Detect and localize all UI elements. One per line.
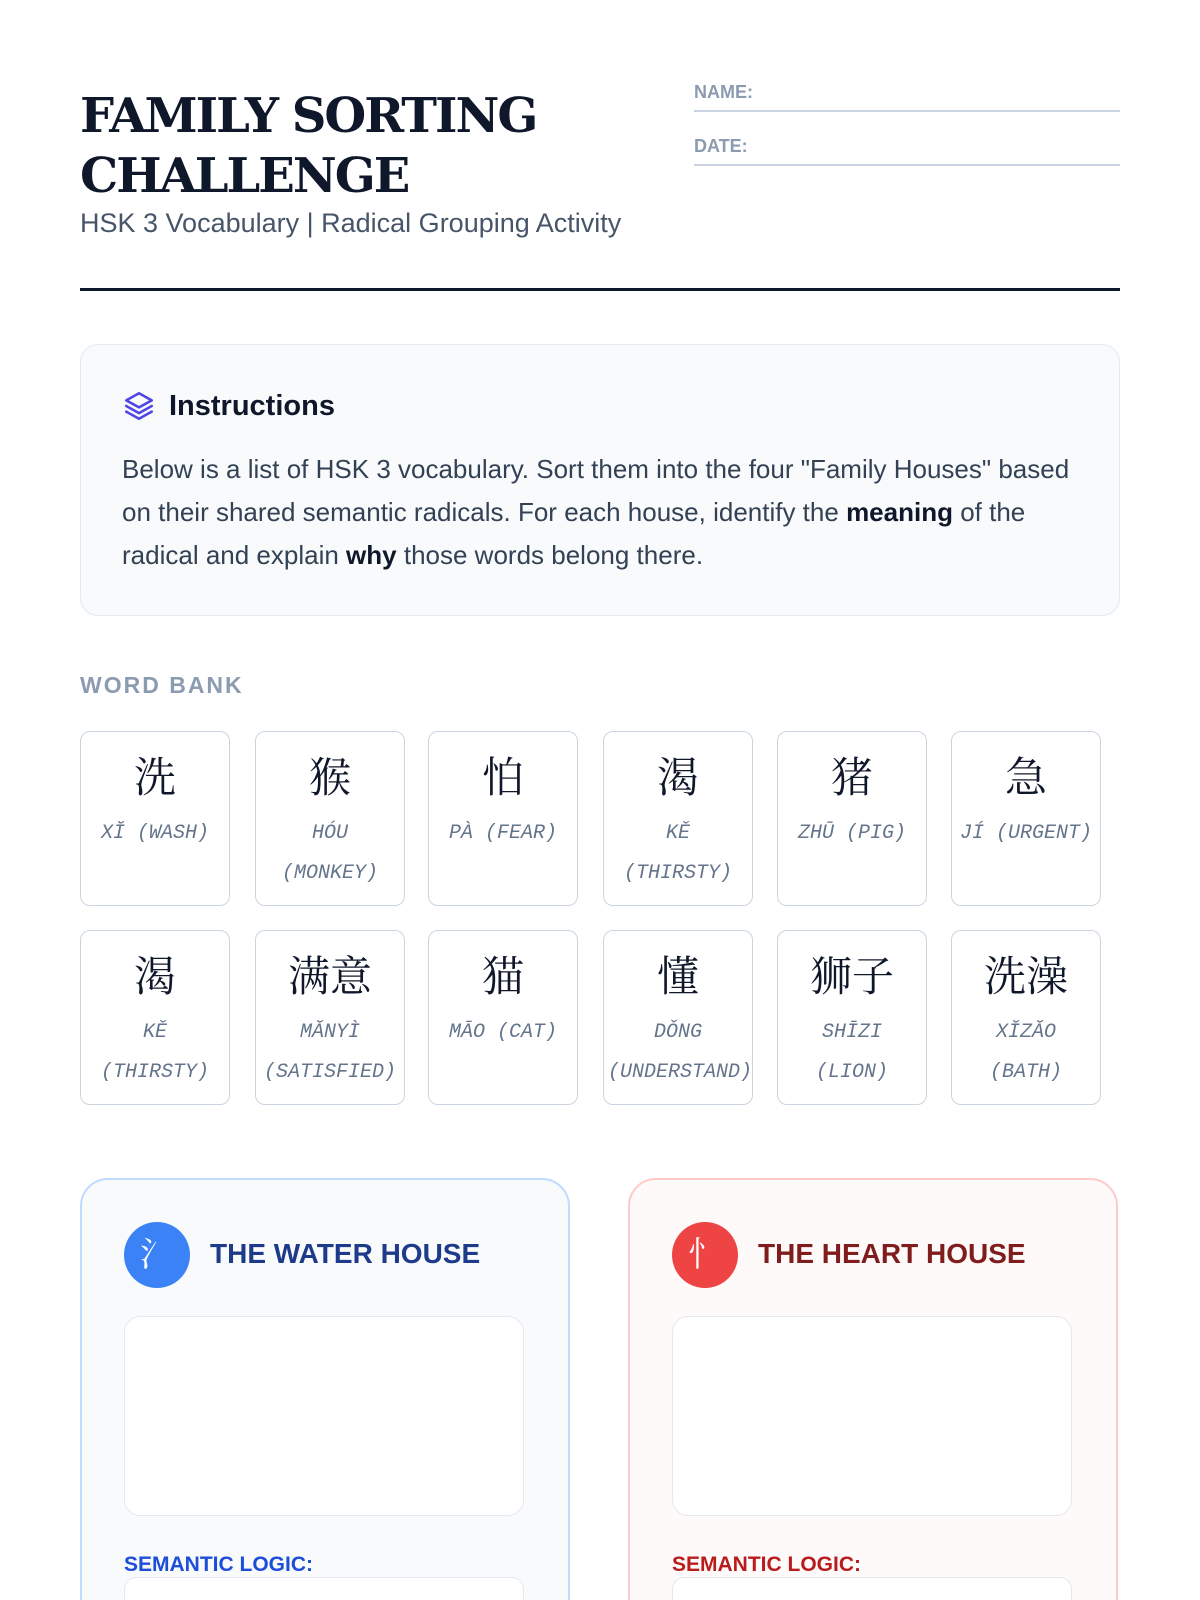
instructions-heading	[122, 389, 335, 423]
word-pinyin-gloss: XĬ (WASH)	[100, 822, 210, 845]
word-hanzi: 渴	[656, 753, 699, 802]
page-title: FAMILY SORTING CHALLENGE	[80, 88, 537, 204]
instructions-text-part: of the radical and explain	[122, 497, 1026, 570]
word-card[interactable]	[951, 731, 1101, 906]
word-card[interactable]	[80, 731, 230, 906]
word-hanzi: 猪	[830, 753, 873, 802]
word-card[interactable]	[80, 930, 230, 1105]
water-house-drop-zone[interactable]	[124, 1316, 524, 1516]
word-hanzi: 急	[1004, 753, 1047, 802]
word-card[interactable]	[777, 731, 927, 906]
word-hanzi: 洗澡	[983, 952, 1068, 1001]
word-hanzi: 洗	[133, 753, 176, 802]
instructions-text-part: those words belong there.	[396, 540, 704, 570]
worksheet-page	[80, 0, 1120, 1600]
word-card[interactable]	[951, 930, 1101, 1105]
word-pinyin-gloss: KĚ (THIRSTY)	[100, 1021, 210, 1084]
date-label: DATE:	[694, 136, 748, 156]
word-pinyin-gloss: MĀO (CAT)	[448, 1021, 558, 1044]
word-pinyin-gloss: KĚ (THIRSTY)	[623, 822, 733, 885]
heart-house-drop-zone[interactable]	[672, 1316, 1072, 1516]
word-card[interactable]	[777, 930, 927, 1105]
word-card[interactable]	[428, 930, 578, 1105]
instructions-emphasis-meaning: meaning	[846, 497, 953, 527]
word-hanzi: 猫	[481, 952, 524, 1001]
name-label: NAME:	[694, 82, 753, 102]
page-subtitle: HSK 3 Vocabulary | Radical Grouping Activity	[80, 208, 622, 238]
heart-radical-badge: 忄	[672, 1222, 738, 1288]
heart-house-title: THE HEART HOUSE	[758, 1238, 1026, 1269]
word-card[interactable]	[428, 731, 578, 906]
instructions-text-part: Below is a list of HSK 3 vocabulary. Sort them into the four "Family Houses" based on their shared semantic radicals. For each house, identify the	[122, 454, 1070, 527]
word-pinyin-gloss: JÍ (URGENT)	[959, 822, 1093, 845]
instructions-panel	[80, 344, 1120, 616]
word-card[interactable]	[603, 731, 753, 906]
instructions-title: Instructions	[169, 389, 335, 422]
word-card[interactable]	[603, 930, 753, 1105]
water-radical-badge: 氵	[124, 1222, 190, 1288]
word-pinyin-gloss: MĂNYÌ (SATISFIED)	[263, 1021, 397, 1084]
word-pinyin-gloss: PÀ (FEAR)	[448, 822, 558, 845]
worksheet-header	[80, 80, 1120, 290]
word-card[interactable]	[255, 930, 405, 1105]
instructions-text	[122, 448, 1082, 577]
word-hanzi: 懂	[656, 952, 699, 1001]
word-hanzi: 满意	[287, 952, 372, 1001]
header-divider	[80, 288, 1120, 291]
heart-semantic-logic-label: SEMANTIC LOGIC:	[672, 1553, 861, 1576]
name-field[interactable]	[694, 80, 1120, 112]
heart-house-card	[628, 1178, 1118, 1600]
heart-semantic-logic-input[interactable]	[672, 1577, 1072, 1600]
word-pinyin-gloss: DǑNG (UNDERSTAND)	[608, 1021, 753, 1084]
water-semantic-logic-label: SEMANTIC LOGIC:	[124, 1553, 313, 1576]
word-hanzi: 狮子	[809, 952, 894, 1001]
word-pinyin-gloss: SHĪZI (LION)	[815, 1021, 888, 1084]
instructions-emphasis-why: why	[346, 540, 397, 570]
word-hanzi: 怕	[481, 753, 524, 802]
word-pinyin-gloss: ZHŪ (PIG)	[797, 822, 907, 845]
water-semantic-logic-input[interactable]	[124, 1577, 524, 1600]
date-field[interactable]	[694, 134, 1120, 166]
word-card[interactable]	[255, 731, 405, 906]
layers-icon	[122, 389, 156, 423]
word-hanzi: 渴	[133, 952, 176, 1001]
word-bank-label: WORD BANK	[80, 672, 244, 698]
word-pinyin-gloss: XĬZĂO (BATH)	[989, 1021, 1062, 1084]
word-hanzi: 猴	[308, 753, 351, 802]
water-house-card	[80, 1178, 570, 1600]
water-house-title: THE WATER HOUSE	[210, 1238, 481, 1269]
word-pinyin-gloss: HÓU (MONKEY)	[281, 822, 378, 885]
